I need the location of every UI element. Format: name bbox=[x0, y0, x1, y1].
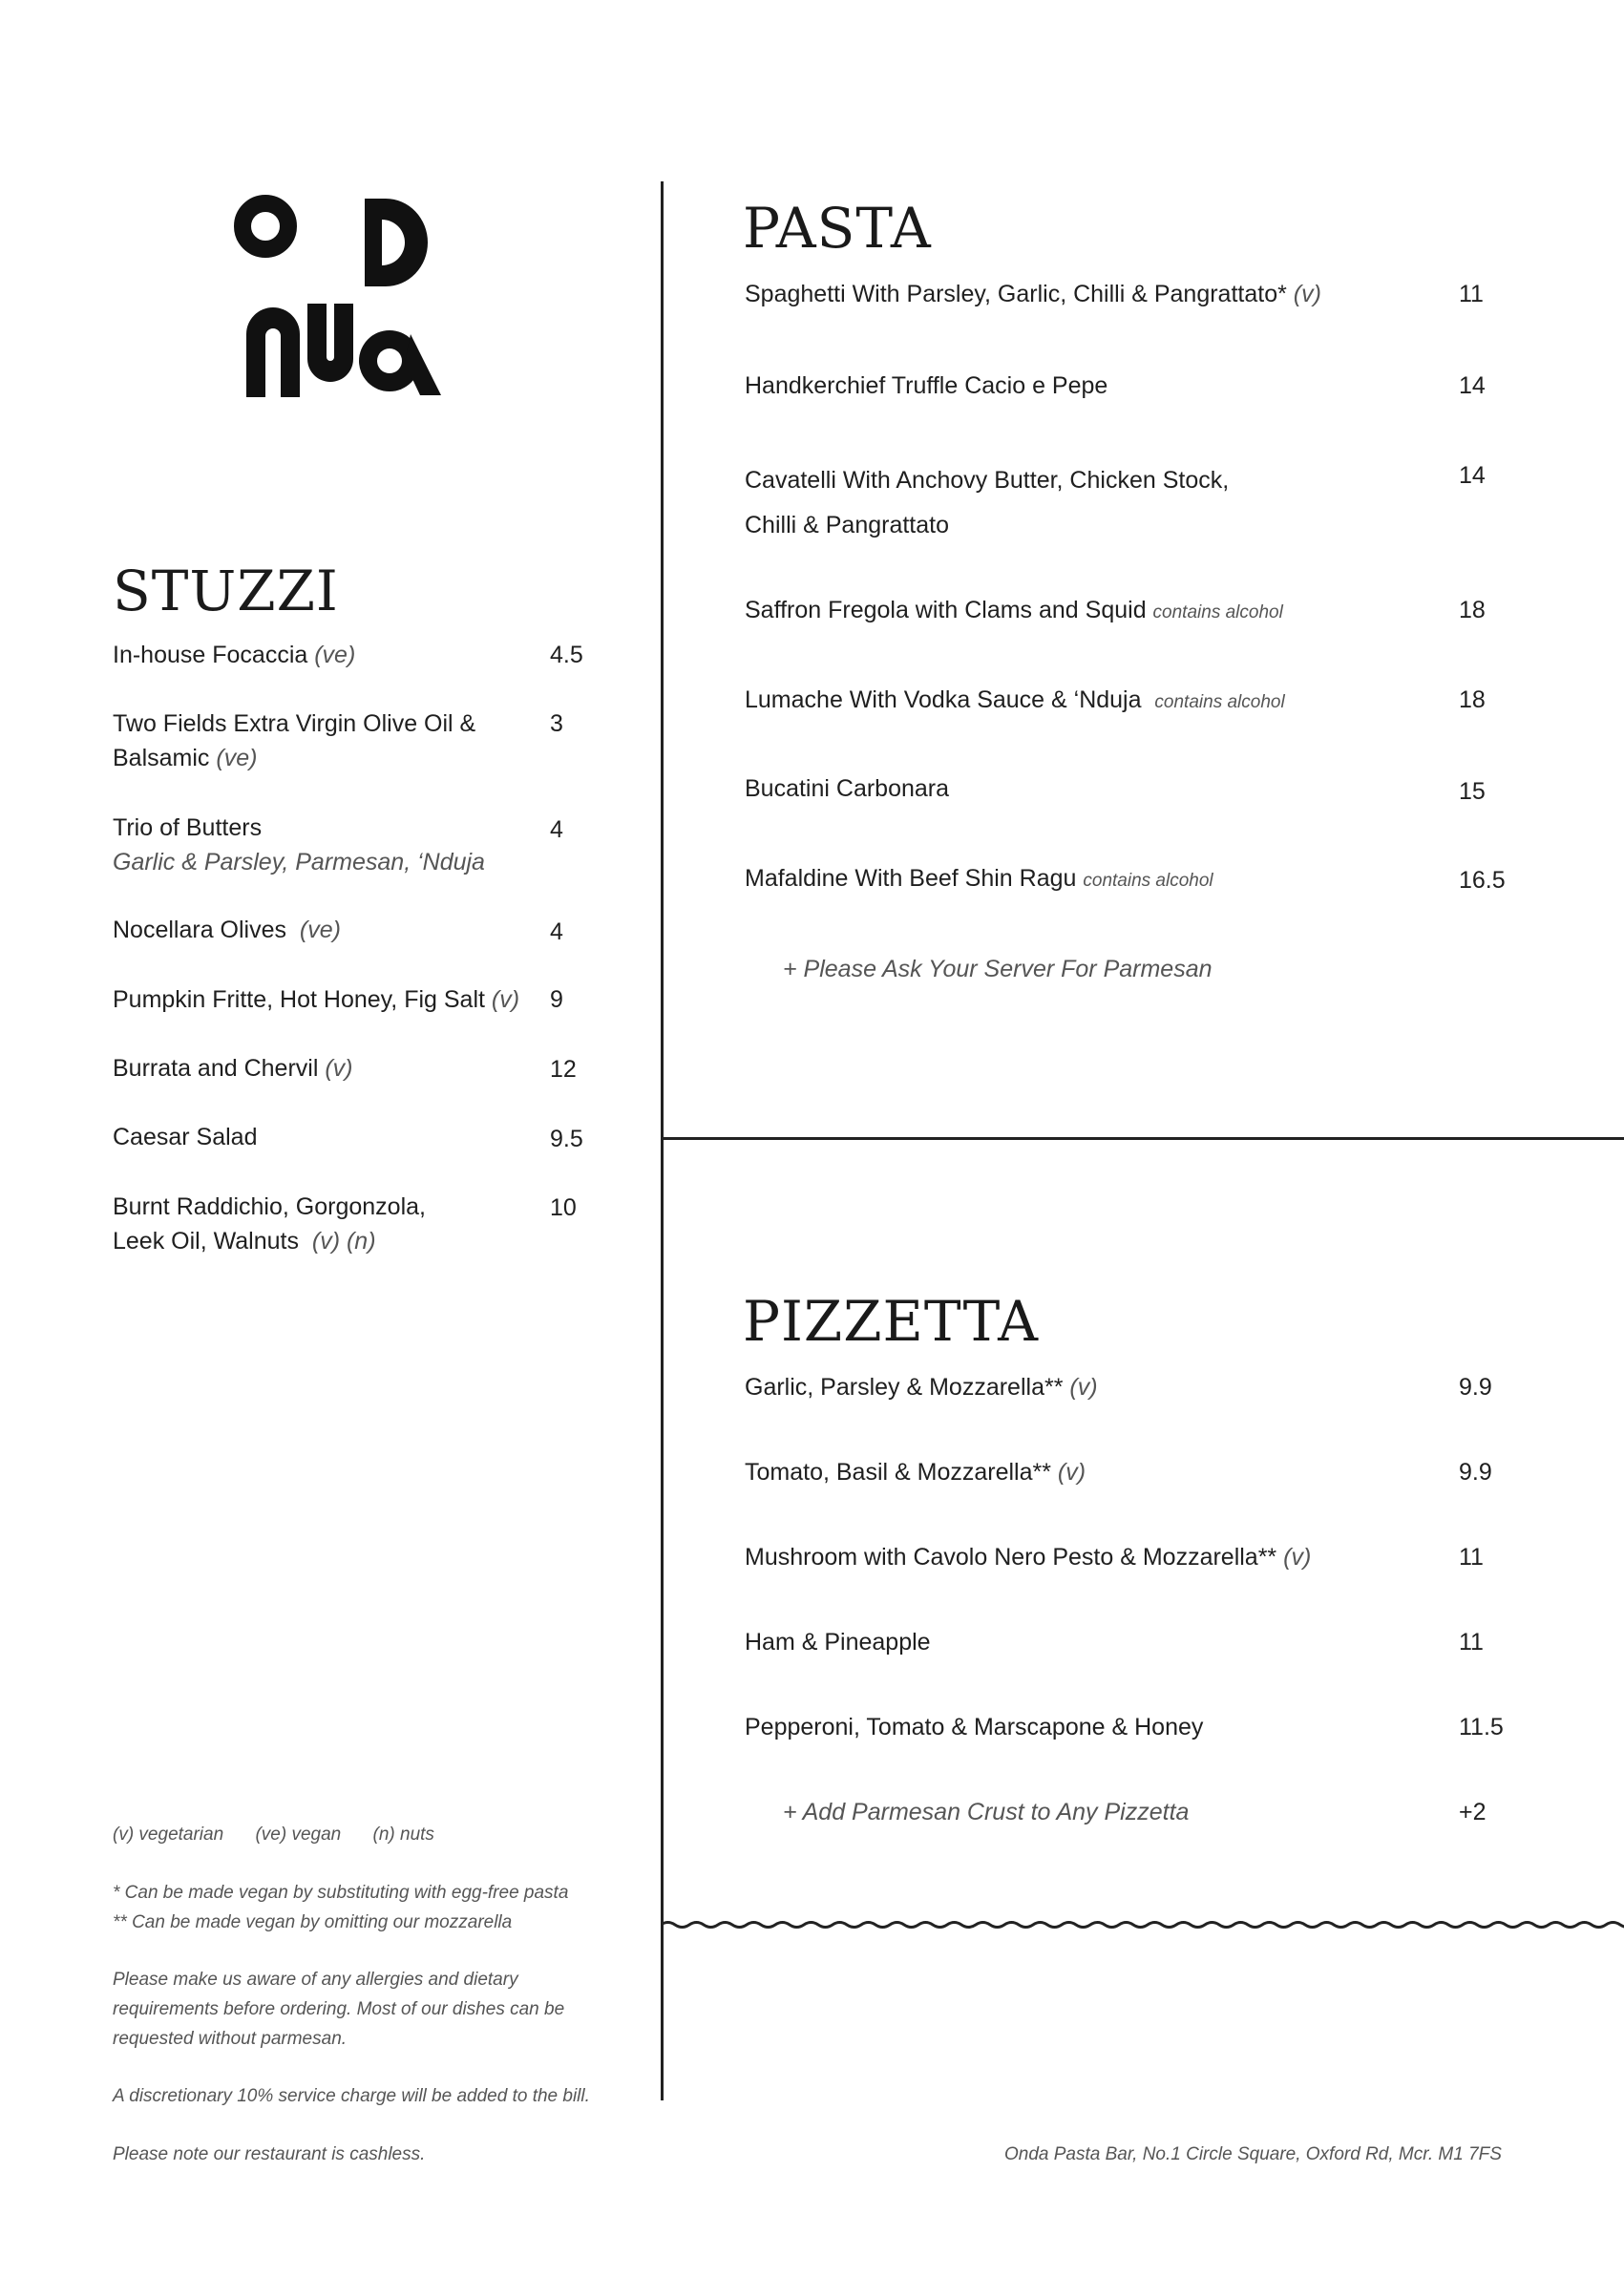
menu-item-price: 9.9 bbox=[1459, 1374, 1492, 1401]
menu-item-name: Tomato, Basil & Mozzarella** (v) bbox=[745, 1459, 1086, 1486]
vegan-mozzarella-note: ** Can be made vegan by omitting our mozzarella bbox=[113, 1912, 513, 1932]
menu-item-name: Pumpkin Fritte, Hot Honey, Fig Salt (v) bbox=[113, 986, 520, 1013]
menu-item-name: Handkerchief Truffle Cacio e Pepe bbox=[745, 372, 1108, 399]
menu-item-price: 9 bbox=[550, 986, 563, 1013]
menu-item-price: 4 bbox=[550, 816, 563, 843]
alcohol-note: contains alcohol bbox=[1083, 871, 1213, 891]
vegan-pasta-note: * Can be made vegan by substituting with egg-free pasta bbox=[113, 1883, 569, 1903]
legend-nuts: (n) nuts bbox=[372, 1825, 434, 1845]
parmesan-crust-price: +2 bbox=[1459, 1799, 1487, 1825]
menu-item-price: 11 bbox=[1459, 1629, 1484, 1656]
parmesan-crust-note: + Add Parmesan Crust to Any Pizzetta bbox=[783, 1799, 1190, 1825]
pizzetta-heading: PIZZETTA bbox=[743, 1289, 1040, 1354]
menu-item-price: 11 bbox=[1459, 1544, 1484, 1571]
alcohol-note: contains alcohol bbox=[1152, 602, 1283, 622]
menu-item-price: 9.5 bbox=[550, 1126, 583, 1152]
legend-vegan: (ve) vegan bbox=[255, 1825, 342, 1845]
menu-item-price: 15 bbox=[1459, 778, 1486, 805]
menu-item-name: In-house Focaccia (ve) bbox=[113, 642, 356, 668]
menu-item-price: 3 bbox=[550, 710, 563, 737]
restaurant-address: Onda Pasta Bar, No.1 Circle Square, Oxford Rd, Mcr. M1 7FS bbox=[1004, 2144, 1502, 2164]
menu-item-name: Saffron Fregola with Clams and Squid contains alcohol bbox=[745, 597, 1283, 623]
service-charge-note: A discretionary 10% service charge will be added to the bill. bbox=[113, 2086, 590, 2106]
vertical-divider bbox=[661, 181, 664, 2100]
menu-item-price: 12 bbox=[550, 1056, 577, 1083]
menu-item-description: Garlic & Parsley, Parmesan, ‘Nduja bbox=[113, 849, 485, 875]
menu-item-name: Caesar Salad bbox=[113, 1124, 258, 1150]
menu-item-name: Burnt Raddichio, Gorgonzola, Leek Oil, Walnuts (v) (n) bbox=[113, 1193, 426, 1255]
menu-item-price: 10 bbox=[550, 1194, 577, 1221]
horizontal-divider bbox=[661, 1137, 1624, 1140]
onda-logo bbox=[229, 191, 449, 406]
alcohol-note: contains alcohol bbox=[1154, 692, 1285, 712]
menu-item-price: 11 bbox=[1459, 281, 1484, 307]
menu-item-name: Lumache With Vodka Sauce & ‘Nduja contains alcohol bbox=[745, 686, 1285, 713]
menu-item-price: 18 bbox=[1459, 686, 1486, 713]
wavy-divider bbox=[661, 1911, 1624, 1938]
menu-item-price: 4 bbox=[550, 918, 563, 945]
menu-item-name: Mafaldine With Beef Shin Ragu contains alcohol bbox=[745, 865, 1213, 892]
menu-item-name: Trio of Butters Garlic & Parsley, Parmesan, ‘Nduja bbox=[113, 814, 485, 875]
dietary-legend bbox=[113, 1820, 461, 1849]
pasta-heading: PASTA bbox=[743, 196, 932, 261]
menu-item-name: Two Fields Extra Virgin Olive Oil & Balsamic (ve) bbox=[113, 710, 476, 771]
menu-item-name: Nocellara Olives (ve) bbox=[113, 917, 341, 943]
menu-item-name: Pepperoni, Tomato & Marscapone & Honey bbox=[745, 1714, 1204, 1740]
menu-item-name: Burrata and Chervil (v) bbox=[113, 1055, 353, 1082]
stuzzi-heading: STUZZI bbox=[113, 559, 339, 623]
cashless-note: Please note our restaurant is cashless. bbox=[113, 2144, 426, 2164]
menu-item-price: 16.5 bbox=[1459, 867, 1506, 894]
menu-item-price: 4.5 bbox=[550, 642, 583, 668]
allergy-note: Please make us aware of any allergies and dietary requirements before ordering. Most of our dishes can be requested without parmesan. bbox=[113, 1970, 565, 2049]
menu-item-price: 18 bbox=[1459, 597, 1486, 623]
menu-item-name: Mushroom with Cavolo Nero Pesto & Mozzarella** (v) bbox=[745, 1544, 1312, 1571]
menu-item-name: Spaghetti With Parsley, Garlic, Chilli & Pangrattato* (v) bbox=[745, 281, 1321, 307]
parmesan-note: + Please Ask Your Server For Parmesan bbox=[783, 956, 1213, 982]
legend-vegetarian: (v) vegetarian bbox=[113, 1825, 224, 1845]
menu-item-price: 14 bbox=[1459, 372, 1486, 399]
menu-item-name: Cavatelli With Anchovy Butter, Chicken Stock, Chilli & Pangrattato bbox=[745, 467, 1230, 538]
menu-item-price: 9.9 bbox=[1459, 1459, 1492, 1486]
menu-item-name: Bucatini Carbonara bbox=[745, 775, 950, 802]
menu-item-price: 11.5 bbox=[1459, 1714, 1504, 1740]
menu-item-name: Garlic, Parsley & Mozzarella** (v) bbox=[745, 1374, 1098, 1401]
menu-item-price: 14 bbox=[1459, 462, 1486, 489]
menu-item-name: Ham & Pineapple bbox=[745, 1629, 931, 1656]
